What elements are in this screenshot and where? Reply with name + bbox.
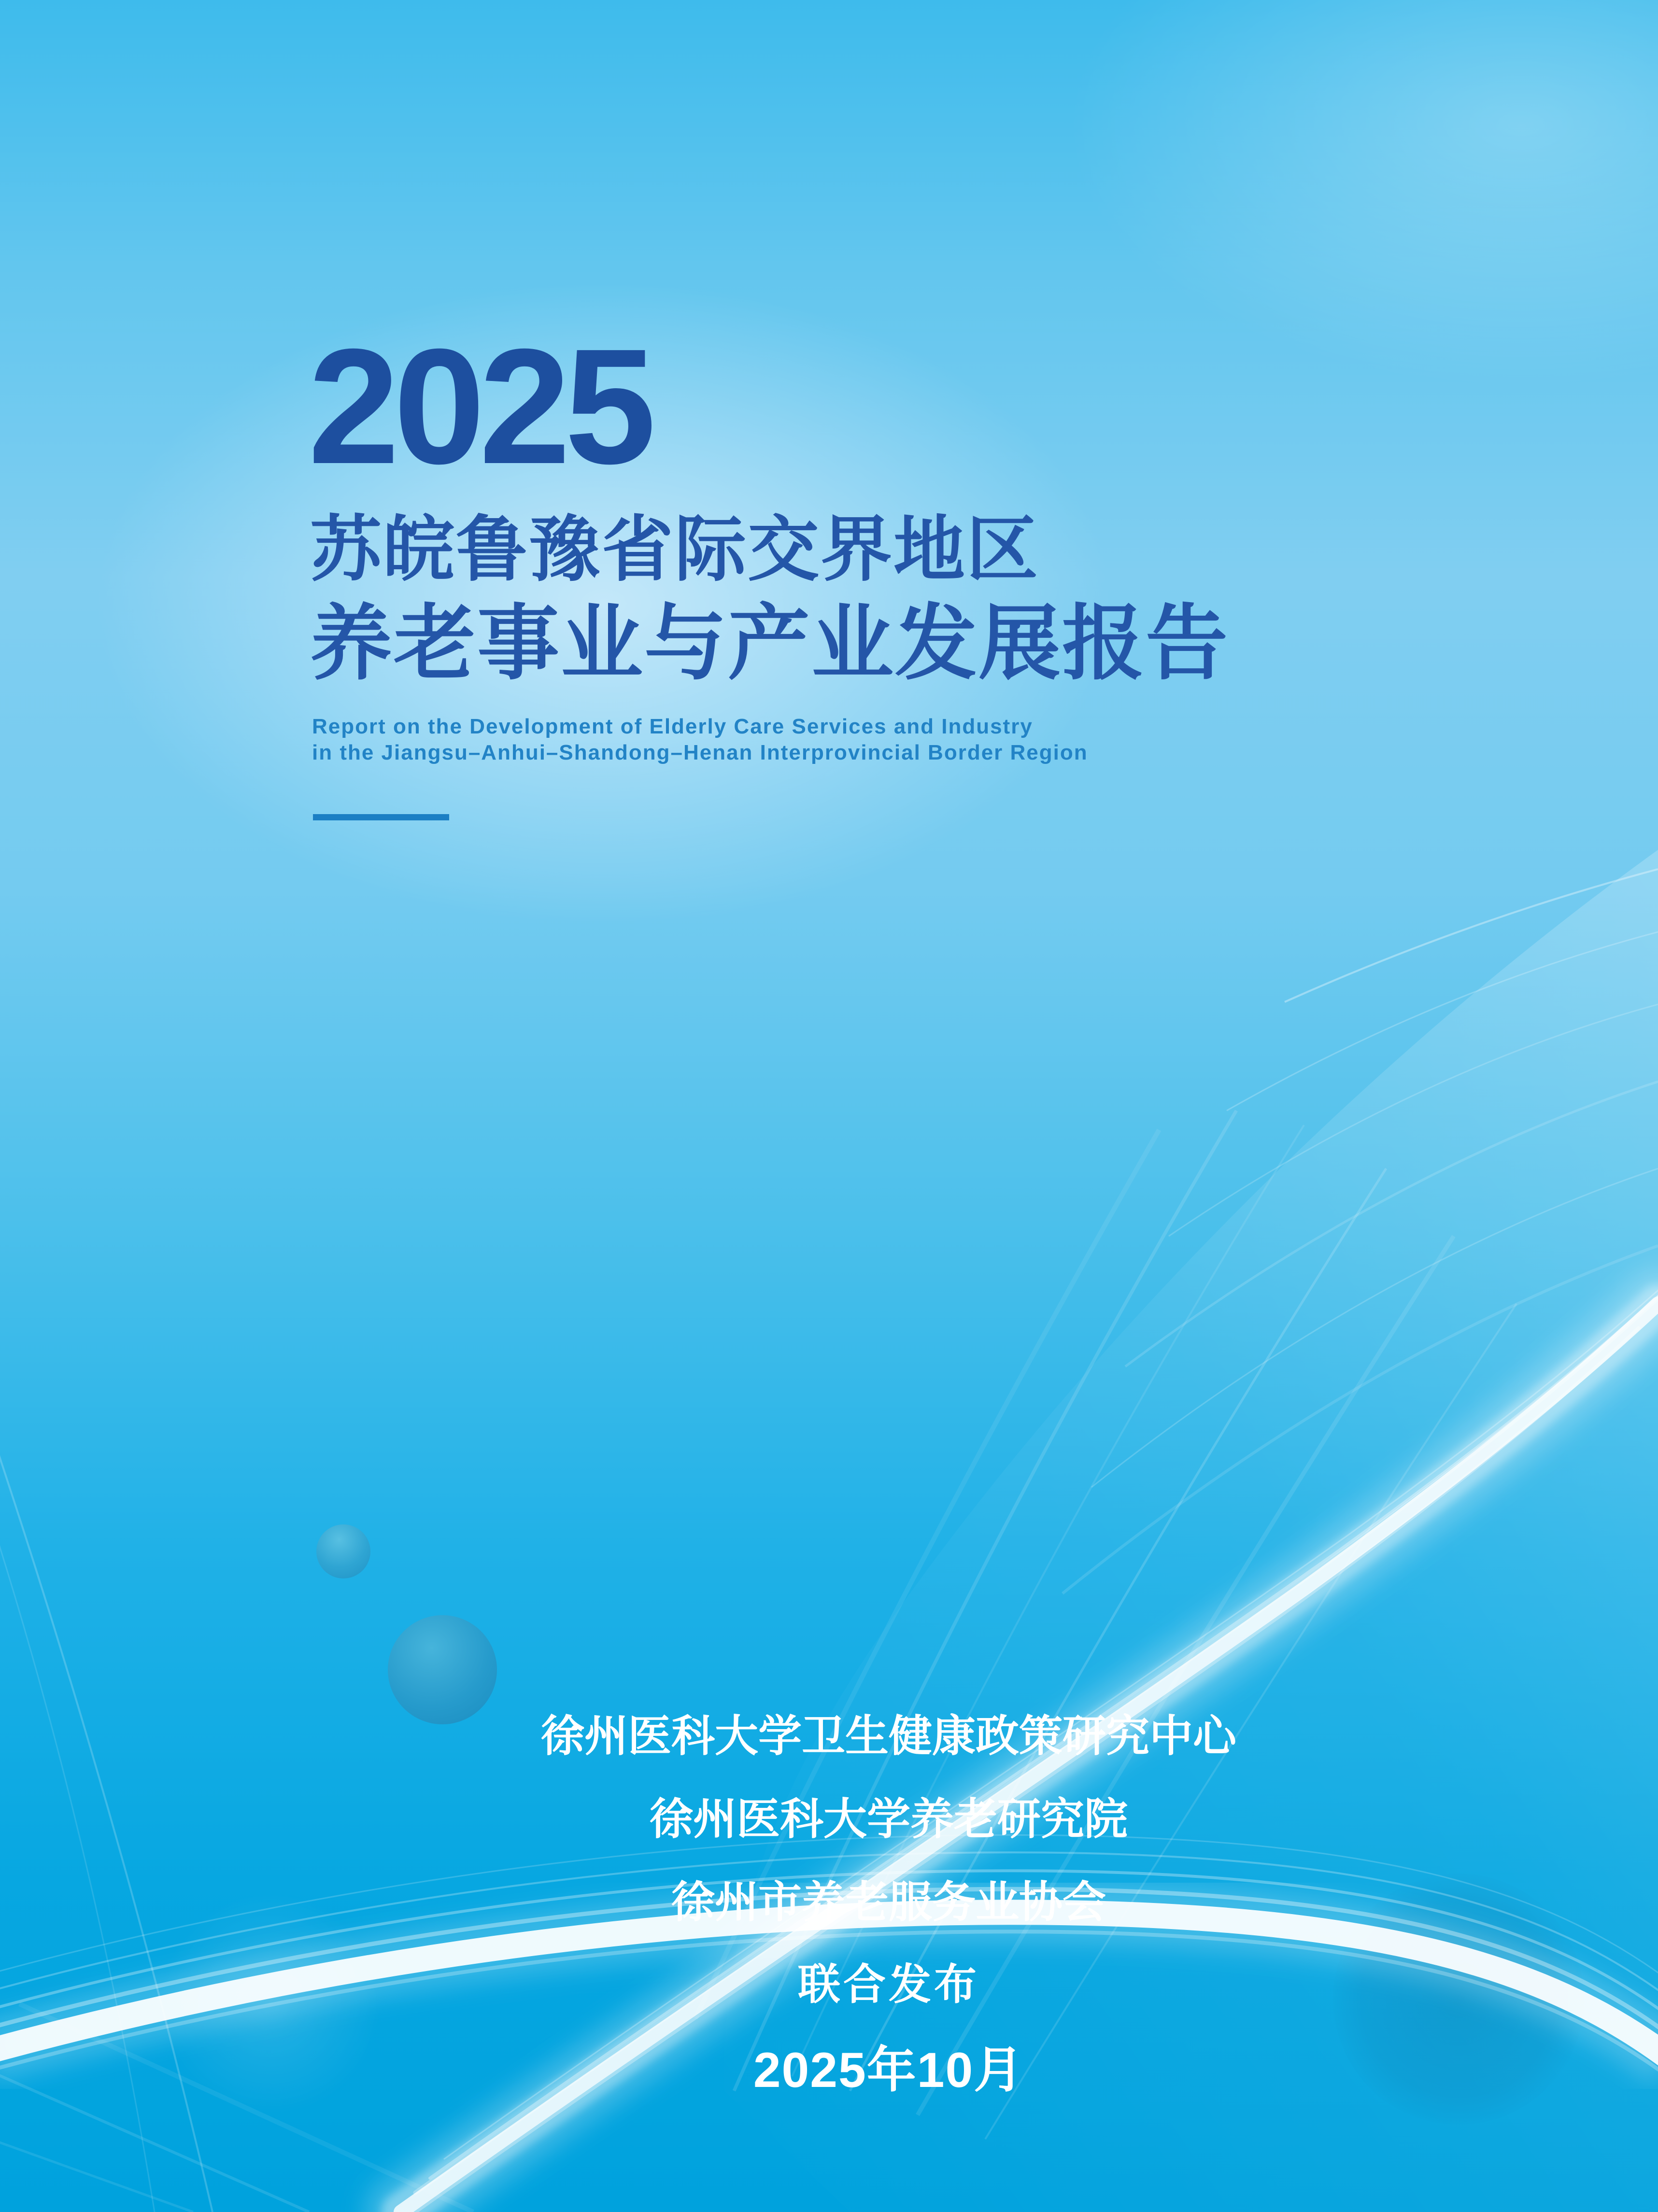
title-underline-divider [313, 814, 449, 820]
release-date: 2025年10月 [753, 2043, 1024, 2098]
cover-year: 2025 [308, 315, 651, 498]
cover-subtitle-english [312, 714, 1088, 765]
joint-release-label: 联合发布 [797, 1960, 979, 2008]
cover-subtitle-english-line1: Report on the Development of Elderly Care Services and Industry [312, 715, 1033, 738]
cover-title-line2: 养老事业与产业发展报告 [310, 598, 1230, 690]
publisher-line-2: 徐州医科大学养老研究院 [650, 1795, 1128, 1844]
publisher-line-1: 徐州医科大学卫生健康政策研究中心 [541, 1712, 1236, 1761]
cover-subtitle-english-line2: in the Jiangsu–Anhui–Shandong–Henan Interprovincial Border Region [312, 740, 1088, 764]
cover-title-line1: 苏皖鲁豫省际交界地区 [310, 510, 1039, 590]
publisher-line-3: 徐州市养老服务业协会 [671, 1878, 1106, 1927]
